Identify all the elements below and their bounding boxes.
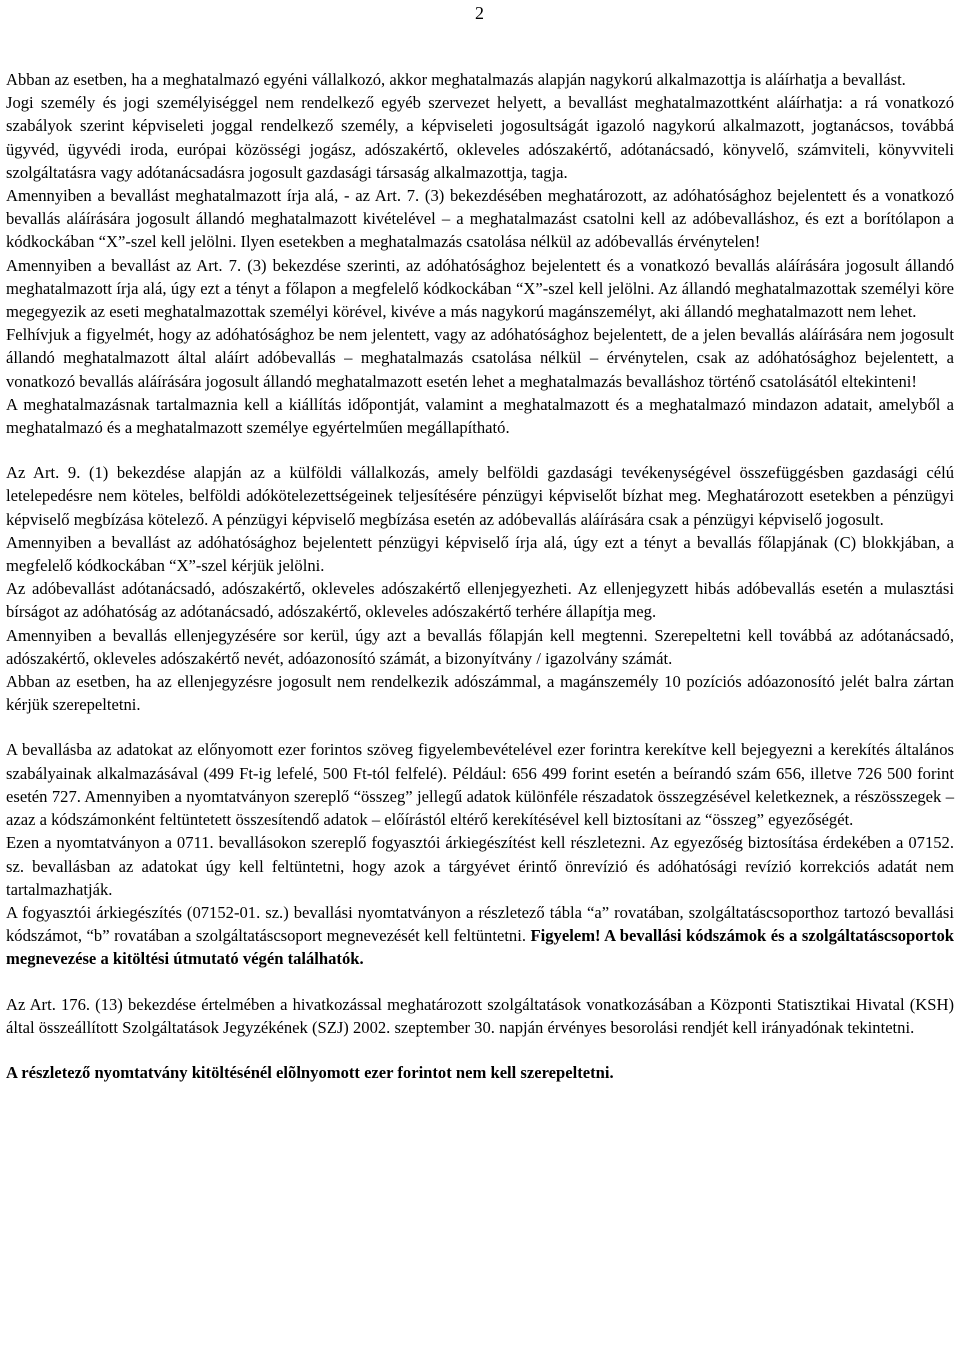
paragraph-countersignature: Az adóbevallást adótanácsadó, adószakértő, okleveles adószakértő ellenjegyezheti. Az ellenjegyzett hibás adóbevallás esetén a mulasztási bírságot az adóhatóság az adótanácsadó, adószakértő, okleveles adószakértő terhére állapítja meg.	[6, 579, 954, 622]
paragraph-szj-reference: Az Art. 176. (13) bekezdése értelmében a hivatkozással meghatározott szolgáltatások vonatkozásában a Központi Statisztikai Hivatal (KSH) által összeállított Szolgáltatások Jegyzékének (SZJ) 2002. szeptember 30. napján érvényes besorolási rendjét kell irányadónak tekintetni.	[6, 994, 954, 1037]
paragraph-rounding-rules: A bevallásba az adatokat az előnyomott ezer forintos szöveg figyelembevételével ezer forintra kerekítve kell bejegyezni a kerekítés általános szabályainak alkalmazásával (499 Ft-ig lefelé, 500 Ft-tól felfelé). Például: 656 499 forint esetén a beírandó szám 656, illetve 726 500 forint esetén 727. Amennyiben a nyomtatványon szereplő “összeg” jellegű adatok különféle részadatok összegzésével keletkeznek, a részösszegek – azaz a kódszámonként feltüntetett összesítendő adatok – előírástól eltérő kerekítésével kell biztosítani az “összeg” egyezőségét.	[6, 740, 954, 830]
table-columns-text: A fogyasztói árkiegészítés (07152-01. sz.) bevallási nyomtatványon a részletező tábla “a” rovatában, szolgáltatáscsoporthoz tartozó bevallási kódszámot, “b” rovatában a szolgáltatáscsoport megnevezését kell feltüntetni.	[6, 902, 954, 946]
paragraph-attention-invalid-return: Felhívjuk a figyelmét, hogy az adóhatósághoz be nem jelentett, vagy az adóhatósághoz bejelentett, de a jelen bevallás aláírására nem jogosult állandó meghatalmazott által aláírt adóbevallás – meghatalmazás csatolása nélkül – érvénytelen, csak az adóhatósághoz bejelentett, a vonatkozó bevallás aláírására jogosult állandó meghatalmazott esetén lehet a meghatalmazás bevalláshoz történő csatolásától eltekinteni!	[6, 325, 954, 391]
paragraph-permanent-authorized: Amennyiben a bevallást az Art. 7. (3) bekezdése szerinti, az adóhatósághoz bejelentett és a vonatkozó bevallás aláírására jogosult állandó meghatalmazott írja alá, úgy ezt a tényt a főlapon a megfelelő kódkockában “X”-szel kell jelölni. Az állandó meghatalmazottak személyi köre megegyezik az eseti meghatalmazottak személyi körével, kivéve a más nagykorú magánszemélyt, aki állandó meghatalmazott nem lehet.	[6, 255, 954, 322]
paragraph-spacer	[6, 439, 954, 461]
paragraph-representative-signing: Amennyiben a bevallást az adóhatósághoz bejelentett pénzügyi képviselő írja alá, úgy ezt a tényt a bevallás főlapjának (C) blokkjában, a megfelelő kódkockában “X”-szel kérjük jelölni.	[6, 532, 954, 576]
attention-note: Figyelem! A bevallási kódszámok és a szolgáltatáscsoportok megnevezése a kitöltési útmutató végén találhatók.	[6, 926, 954, 969]
paragraph-countersignature-details: Amennyiben a bevallás ellenjegyzésére sor kerül, úgy azt a bevallás főlapján kell megtenni. Szerepeltetni kell továbbá az adótanácsadó, adószakértő, okleveles adószakértő nevét, adóazonosító számát, a bizonyítvány / igazolvány számát.	[6, 625, 954, 668]
paragraph-tax-id: Abban az esetben, ha az ellenjegyzésre jogosult nem rendelkezik adószámmal, a magánszemély 10 pozíciós adóazonosító jelét balra zártan kérjük szerepeltetni.	[6, 672, 954, 715]
paragraph-price-supplement: Ezen a nyomtatványon a 0711. bevallásokon szereplő fogyasztói árkiegészítést kell részletezni. Az egyezőség biztosítása érdekében a 07152. sz. bevallásban az adatokat úgy kell feltüntetni, hogy azok a tárgyévet érintő önrevízió és adóhatósági revízió korrekciós adatát nem tartalmazhatják.	[6, 833, 954, 899]
document-body	[6, 68, 954, 1084]
paragraph-sole-proprietor: Abban az esetben, ha a meghatalmazó egyéni vállalkozó, akkor meghatalmazás alapján nagykorú alkalmazottja is aláírhatja a bevallást.	[6, 70, 906, 89]
page-number: 2	[475, 3, 484, 23]
paragraph-spacer	[6, 971, 954, 993]
paragraph-legal-entity-signatories: Jogi személy és jogi személyiséggel nem rendelkező egyéb szervezet helyett, a bevallást meghatalmazottként aláírhatja: a rá vonatkozó szabályok szerint képviseleti joggal rendelkező személy, a képviseleti jogosultságát igazoló nagykorú alkalmazott, jogtanácsos, továbbá ügyvéd, ügyvédi iroda, európai közösségi jogász, adószakértő, okleveles adószakértő, adótanácsadó, könyvelő, számviteli, könyvviteli szolgáltatásra vagy adótanácsadásra jogosult gazdasági társaság alkalmazottja, tagja.	[6, 93, 954, 182]
paragraph-authorization-attachment: Amennyiben a bevallást meghatalmazott írja alá, - az Art. 7. (3) bekezdésében meghatározott, az adóhatósághoz bejelentett és a vonatkozó bevallás aláírására jogosult állandó meghatalmazott kivételével – a meghatalmazást csatolni kell az adóbevalláshoz, és ezt a borítólapon a kódkockában “X”-szel kell jelölni. Ilyen esetekben a meghatalmazás csatolása nélkül az adóbevallás érvénytelen!	[6, 186, 954, 252]
paragraph-spacer	[6, 716, 954, 738]
paragraph-spacer	[6, 1039, 954, 1061]
paragraph-final-note: A részletező nyomtatvány kitöltésénél elõlnyomott ezer forintot nem kell szerepeltetni.	[6, 1062, 614, 1082]
paragraph-table-columns	[6, 901, 954, 971]
paragraph-authorization-contents: A meghatalmazásnak tartalmaznia kell a kiállítás időpontját, valamint a meghatalmazott és a meghatalmazó mindazon adatait, amelyből a meghatalmazó és a meghatalmazott személye egyértelműen megállapítható.	[6, 394, 954, 438]
paragraph-financial-representative: Az Art. 9. (1) bekezdése alapján az a külföldi vállalkozás, amely belföldi gazdasági tevékenységével összefüggésben gazdasági célú letelepedésre nem köteles, belföldi adókötelezettségeinek teljesítésére pénzügyi képviselőt bízhat meg. Meghatározott esetekben a pénzügyi képviselő megbízása kötelező. A pénzügyi képviselő megbízása esetén az adóbevallás aláírására csak a pénzügyi képviselő jogosult.	[6, 463, 954, 529]
